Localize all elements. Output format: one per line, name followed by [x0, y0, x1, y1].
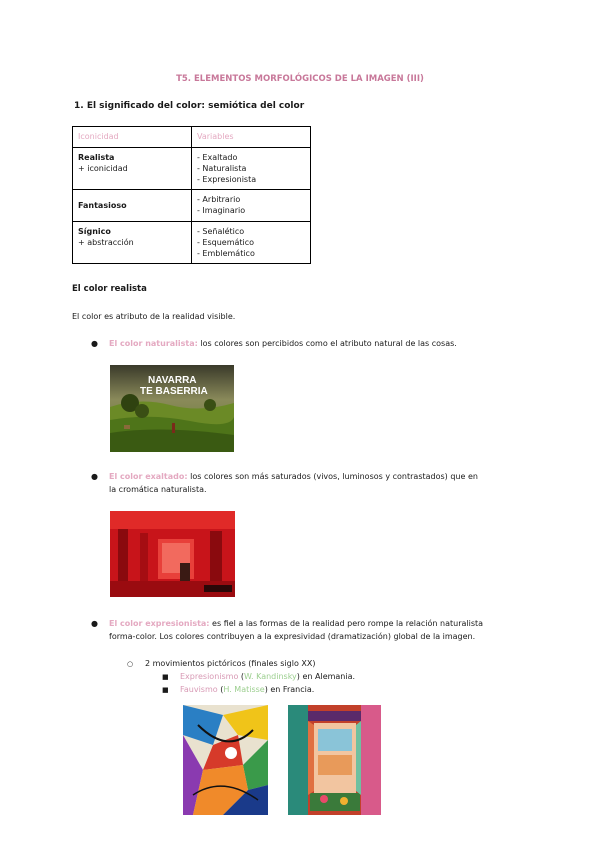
square-bullet-icon: ■	[162, 686, 169, 694]
navarra-landscape-image	[110, 365, 234, 452]
variable-item: - Arbitrario	[197, 195, 241, 204]
bullet-icon: ●	[91, 339, 98, 348]
interior-illustration	[110, 511, 235, 597]
category-label: Fantasioso	[78, 201, 127, 210]
sub-sub-list-item	[162, 683, 315, 696]
list-item-continuation: la cromática naturalista.	[109, 485, 207, 494]
term-description: los colores son percibidos como el atributo natural de las cosas.	[197, 339, 457, 348]
variable-item: - Emblemático	[197, 249, 255, 258]
list-item	[91, 470, 478, 483]
table-cell	[192, 222, 311, 264]
category-label: Sígnico	[78, 227, 111, 236]
term-description: los colores son más saturados (vivos, luminosos y contrastados) que en	[187, 472, 478, 481]
category-sub: + abstracción	[78, 238, 134, 247]
table-header-row	[73, 127, 311, 148]
variable-item: - Imaginario	[197, 206, 246, 215]
sub-sub-list-item	[162, 670, 356, 683]
table-row	[73, 148, 311, 190]
abstract-painting-illustration	[183, 705, 268, 815]
paren-open: (	[217, 685, 224, 694]
list-item	[91, 617, 484, 630]
image-caption-line2: TE BASERRIA	[140, 386, 208, 397]
variable-item: - Esquemático	[197, 238, 255, 247]
paren-open: (	[238, 672, 245, 681]
variable-item: - Exaltado	[197, 153, 238, 162]
page-title: T5. ELEMENTOS MORFOLÓGICOS DE LA IMAGEN (III)	[176, 74, 424, 84]
table-header-cell: Variables	[192, 127, 311, 148]
term-label: El color naturalista:	[109, 339, 198, 348]
image-caption-line1: NAVARRA	[148, 375, 197, 386]
table-row	[73, 190, 311, 222]
variable-item: - Expresionista	[197, 175, 257, 184]
variable-item: - Naturalista	[197, 164, 247, 173]
window-painting-illustration	[288, 705, 381, 815]
term-label: El color exaltado:	[109, 472, 188, 481]
bullet-icon: ●	[91, 472, 98, 481]
category-label: Realista	[78, 153, 115, 162]
term-label: El color expresionista:	[109, 619, 210, 628]
movement-location: ) en Alemania.	[296, 672, 356, 681]
bullet-icon: ●	[91, 619, 98, 628]
table-cell	[73, 148, 192, 190]
table-cell	[192, 190, 311, 222]
movement-name: Expresionismo	[180, 672, 239, 681]
circle-bullet-icon: ○	[127, 660, 134, 668]
table-cell	[73, 222, 192, 264]
movement-name: Fauvismo	[180, 685, 218, 694]
movement-location: ) en Francia.	[264, 685, 315, 694]
sub-list-text: 2 movimientos pictóricos (finales siglo XX)	[145, 659, 316, 668]
section-heading: 1. El significado del color: semiótica del color	[74, 101, 305, 111]
kandinsky-painting-image	[183, 705, 268, 815]
list-item	[91, 337, 457, 350]
subsection-heading: El color realista	[72, 284, 147, 294]
intro-paragraph: El color es atributo de la realidad visible.	[72, 312, 236, 321]
category-sub: + iconicidad	[78, 164, 128, 173]
table-row	[73, 222, 311, 264]
semiotics-table	[72, 126, 311, 264]
artist-name: H. Matisse	[223, 685, 265, 694]
term-description: es fiel a las formas de la realidad pero rompe la relación naturalista	[209, 619, 484, 628]
artist-name: W. Kandinsky	[244, 672, 297, 681]
square-bullet-icon: ■	[162, 673, 169, 681]
table-header-cell: Iconicidad	[73, 127, 192, 148]
list-item-continuation: forma-color. Los colores contribuyen a la expresividad (dramatización) global de la imagen.	[109, 632, 476, 641]
table-cell	[73, 190, 192, 222]
red-interior-image	[110, 511, 235, 597]
variable-item: - Señalético	[197, 227, 245, 236]
matisse-painting-image	[288, 705, 381, 815]
table-cell	[192, 148, 311, 190]
sub-list-item	[127, 657, 316, 670]
